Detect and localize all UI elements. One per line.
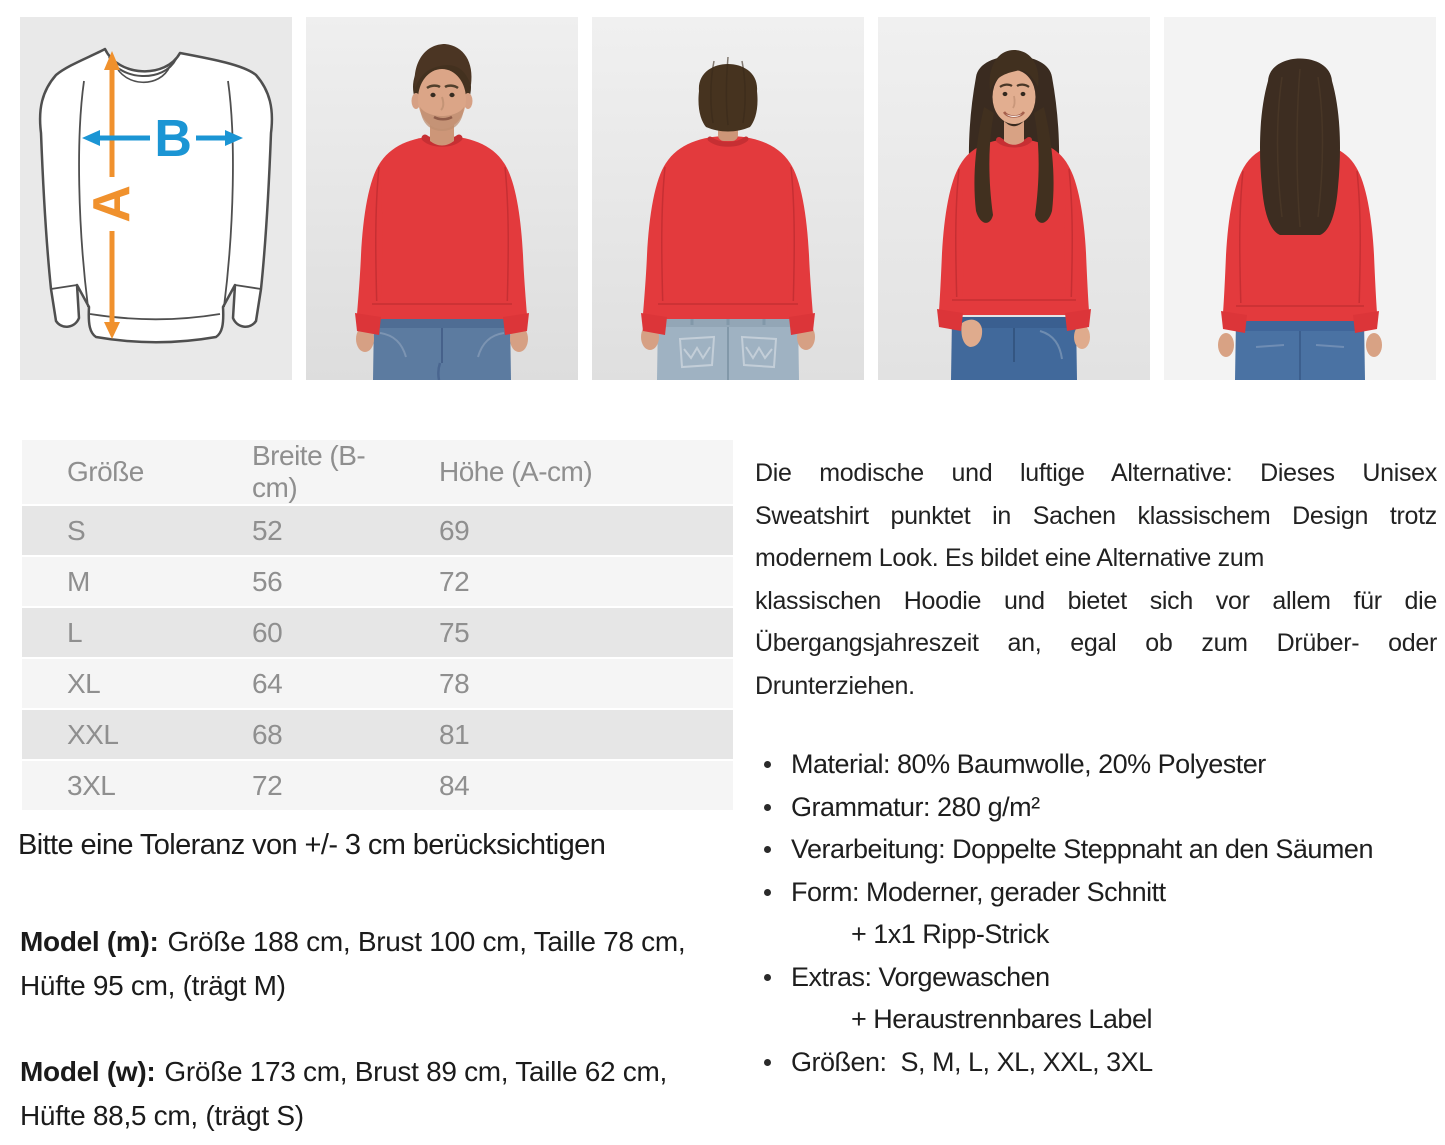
description-line: modernem Look. Es bildet eine Alternative zum (755, 544, 1264, 572)
red-sweatshirt (641, 136, 815, 335)
table-row (22, 710, 733, 759)
table-row (22, 761, 733, 810)
model-female-label: Model (w): (20, 1056, 156, 1087)
size-table-header-row (22, 440, 733, 504)
sweatshirt-outline (40, 49, 272, 342)
female-back-svg (1164, 17, 1436, 380)
feature-item-extras: Extras: Vorgewaschen (755, 956, 1437, 999)
table-row (22, 557, 733, 606)
column-header-width: Breite (B-cm) (252, 440, 366, 503)
column-header-height: Höhe (A-cm) (439, 456, 593, 487)
width-cell: 72 (252, 769, 283, 801)
feature-list (755, 743, 1437, 1083)
width-label: B (154, 110, 192, 168)
size-diagram-image (20, 17, 292, 380)
product-image-gallery (20, 17, 1436, 380)
size-table (22, 438, 733, 812)
feature-item-material: Material: 80% Baumwolle, 20% Polyester (755, 743, 1437, 786)
width-cell: 52 (252, 514, 283, 546)
male-back-svg (592, 17, 864, 380)
model-male-info (20, 920, 720, 1008)
size-cell: 3XL (67, 769, 116, 801)
size-cell: M (67, 565, 90, 597)
description-line: klassischen Hoodie und bietet sich vor allem für die (755, 586, 1437, 615)
width-cell: 60 (252, 616, 283, 648)
width-cell: 64 (252, 667, 283, 699)
size-cell: XL (67, 667, 101, 699)
tolerance-note: Bitte eine Toleranz von +/- 3 cm berücksichtigen (18, 829, 606, 861)
feature-item-label: + Heraustrennbares Label (851, 1004, 1152, 1034)
product-description (755, 452, 1437, 707)
height-cell: 78 (439, 667, 470, 699)
width-cell: 56 (252, 565, 283, 597)
female-front-svg (878, 17, 1150, 380)
size-cell: XXL (67, 718, 119, 750)
size-diagram-svg (20, 17, 292, 380)
feature-item-form: Form: Moderner, gerader Schnitt (755, 871, 1437, 914)
height-cell: 84 (439, 769, 470, 801)
model-male-details: Größe 188 cm, Brust 100 cm, Taille 78 cm, Hüfte 95 cm, (trägt M) (20, 926, 686, 1001)
model-female-details: Größe 173 cm, Brust 89 cm, Taille 62 cm, Hüfte 88,5 cm, (trägt S) (20, 1056, 667, 1131)
left-hand (1218, 333, 1234, 357)
product-info-section (18, 438, 1437, 1138)
table-row (22, 608, 733, 657)
height-cell: 72 (439, 565, 470, 597)
red-sweatshirt (937, 139, 1091, 331)
size-info-column (18, 438, 733, 1138)
hair-back (1260, 59, 1340, 236)
female-front-photo (878, 17, 1150, 380)
height-cell: 81 (439, 718, 470, 750)
description-line: Die modische und luftige Alternative: Dieses Unisex (755, 459, 1437, 487)
description-line: Drunterziehen. (755, 671, 915, 700)
red-sweatshirt (355, 136, 529, 335)
male-front-svg (306, 17, 578, 380)
height-cell: 69 (439, 514, 470, 546)
width-cell: 68 (252, 718, 283, 750)
table-row (22, 659, 733, 708)
description-line: Sweatshirt punktet in Sachen klassischem Design trotz (755, 501, 1437, 530)
female-back-photo (1164, 17, 1436, 380)
feature-item-verarbeitung: Verarbeitung: Doppelte Steppnaht an den Säumen (755, 828, 1437, 871)
right-hand (1366, 333, 1382, 357)
height-cell: 75 (439, 616, 470, 648)
feature-item-grammatur: Grammatur: 280 g/m² (755, 786, 1437, 829)
male-front-photo (306, 17, 578, 380)
column-header-size: Größe (67, 456, 144, 487)
feature-item-groessen: Größen: S, M, L, XL, XXL, 3XL (755, 1041, 1437, 1084)
size-cell: L (67, 616, 83, 648)
description-line: Übergangsjahreszeit an, egal ob zum Drüber- oder (755, 629, 1437, 657)
jeans (657, 315, 799, 380)
feature-item-ripp-strick: + 1x1 Ripp-Strick (851, 919, 1049, 949)
jeans (373, 317, 511, 380)
model-female-info (20, 1050, 720, 1138)
head (990, 50, 1039, 124)
size-cell: S (67, 514, 86, 546)
jeans (1235, 319, 1365, 380)
description-column (755, 438, 1437, 1138)
height-label: A (83, 185, 141, 223)
table-row (22, 506, 733, 555)
model-male-label: Model (m): (20, 926, 159, 957)
male-back-photo (592, 17, 864, 380)
